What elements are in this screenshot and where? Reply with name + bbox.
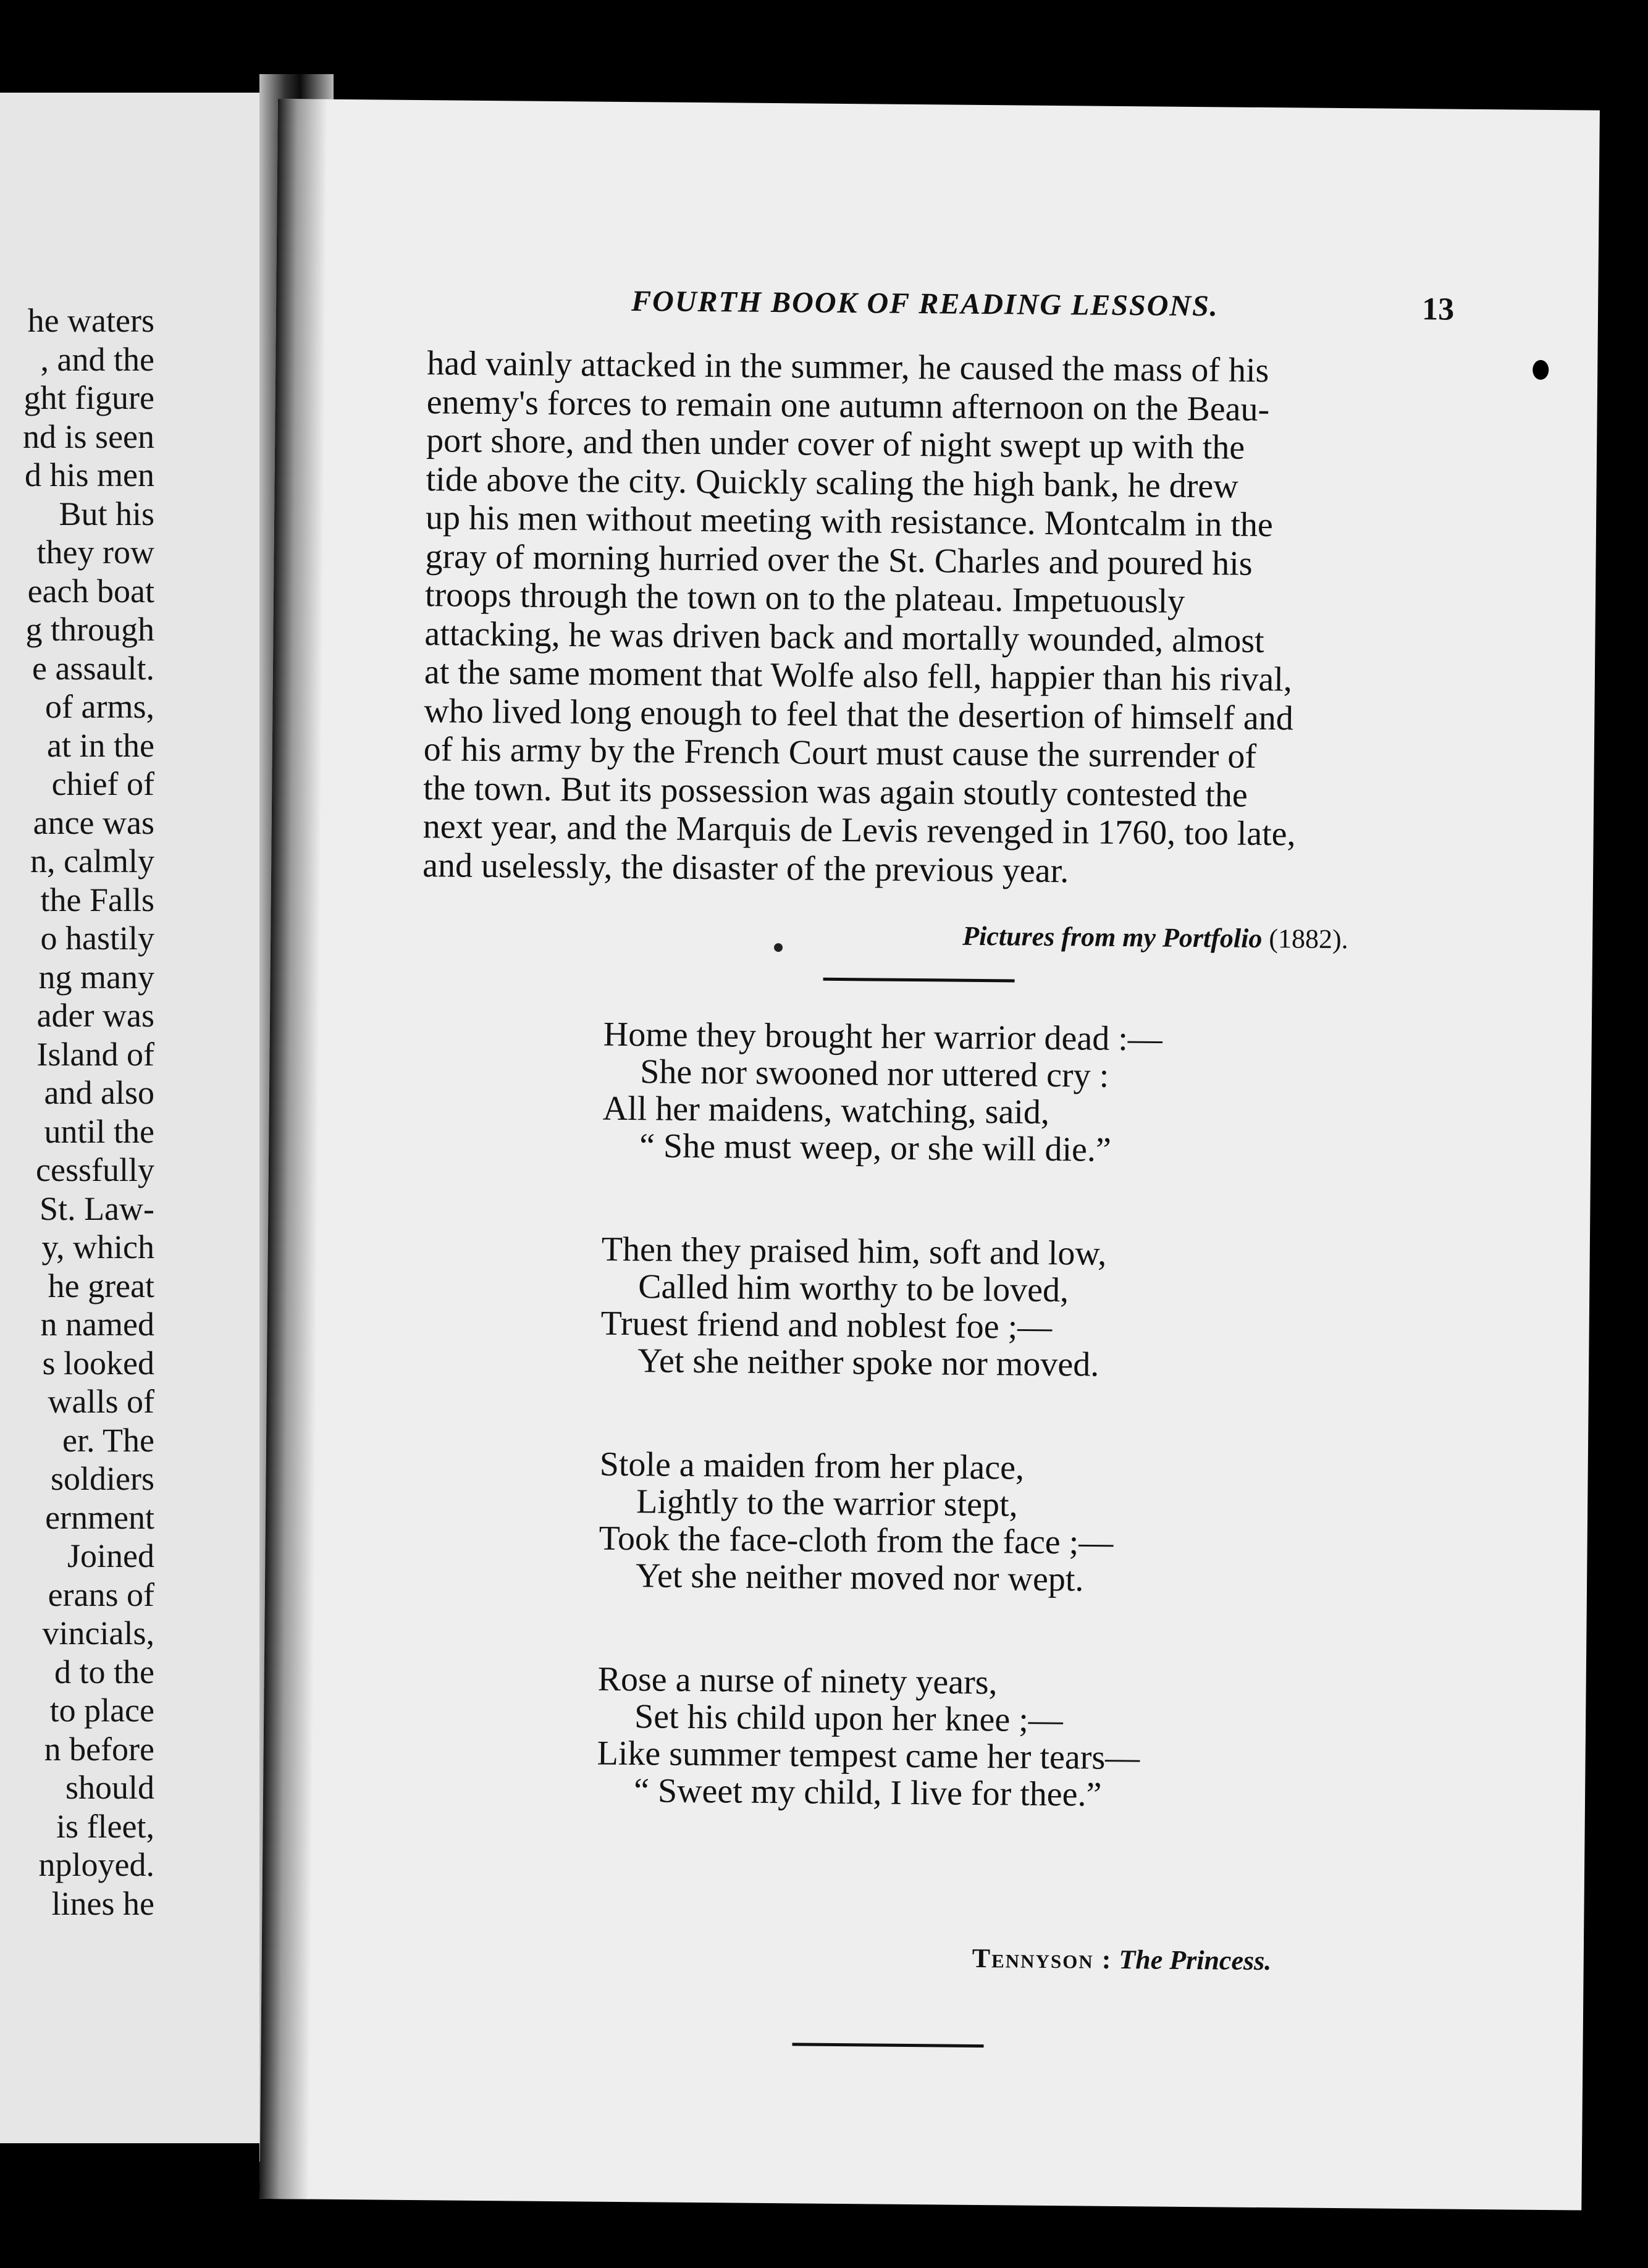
right-page [259,99,1600,2211]
ink-speck [774,943,783,952]
poem-line: Took the face-cloth from the face ;— [599,1519,1114,1562]
left-page-line: ng many [38,958,154,996]
poem-stanza [600,1231,1161,1384]
left-page-line: o hastily [40,920,154,957]
left-page-line: erans of [48,1576,154,1613]
left-page-line: walls of [48,1383,154,1420]
left-page-text-column [23,301,154,1923]
section-divider [823,978,1015,983]
source-citation [962,920,1348,955]
left-page-line: ght figure [23,379,154,416]
poem-line: Set his child upon her knee ;— [634,1697,1064,1740]
poem-line: Then they praised him, soft and low, [601,1230,1107,1273]
left-page-line: nployed. [38,1846,154,1883]
poem-attribution [972,1942,1272,1976]
prose-line: gray of morning hurried over the St. Charles and poured his [425,537,1253,583]
left-page-line: vincials, [42,1615,154,1652]
left-page-line: Joined [67,1537,154,1574]
prose-line: up his men without meeting with resistance. Montcalm in the [425,498,1274,545]
end-divider [792,2043,984,2048]
running-header: FOURTH BOOK OF READING LESSONS. [631,285,1219,323]
page-number: 13 [1421,292,1455,327]
poem [596,1016,1162,1881]
left-page-line: he waters [27,302,154,339]
prose-line: enemy's forces to remain one autumn afternoon on the Beau- [426,382,1270,429]
poem-line: She nor swooned nor uttered cry : [640,1052,1109,1095]
left-page-line: and also [44,1074,154,1111]
source-year: (1882). [1269,923,1348,955]
left-page-line: cessfully [36,1151,154,1188]
left-page-line: to place [49,1692,154,1729]
prose-line: who lived long enough to feel that the desertion of himself and [424,691,1294,737]
poem-line: Yet she neither moved nor wept. [635,1556,1084,1599]
left-page-line: ance was [33,804,154,841]
prose-line: troops through the town on to the plateau. Impetuously [424,576,1185,621]
left-page-line: they row [36,534,154,571]
poem-stanza [599,1446,1159,1599]
ink-blot [1532,360,1549,380]
left-page-line: y, which [41,1228,154,1266]
left-page-line: soldiers [51,1460,154,1497]
poem-line: Stole a maiden from her place, [599,1445,1025,1487]
prose-line: port shore, and then under cover of night swept up with the [426,421,1245,467]
poem-line: Rose a nurse of ninety years, [597,1660,998,1702]
poem-line: All her maidens, watching, said, [602,1089,1050,1132]
left-page-line: n before [44,1730,154,1768]
poem-line: Called him worthy to be loved, [637,1267,1069,1310]
left-page-line: until the [44,1112,154,1150]
poem-stanza [602,1016,1162,1169]
poem-line: Like summer tempest came her tears— [597,1734,1140,1778]
poem-stanza [597,1661,1157,1814]
left-page-line: s looked [42,1344,154,1382]
poem-line: “ She must weep, or she will die.” [639,1127,1112,1169]
poem-work-title: The Princess. [1119,1944,1272,1976]
prose-line: of his army by the French Court must cause the surrender of [423,730,1257,776]
left-page-line: n, calmly [30,842,154,880]
left-page-line: er. The [62,1421,154,1459]
left-page-line: e assault. [32,649,154,687]
left-page-line: should [65,1769,154,1806]
left-page-line: But his [59,495,154,532]
left-page-line: lines he [51,1884,154,1922]
left-page-line: chief of [51,765,154,802]
poem-line: “ Sweet my child, I live for thee.” [633,1771,1102,1814]
prose-line: the town. But its possession was again stoutly contested the [423,768,1248,815]
left-page-line: nd is seen [23,418,154,455]
left-page-line: ernment [45,1498,154,1536]
prose-line: tide above the city. Quickly scaling the high bank, he drew [426,460,1238,506]
prose-line: had vainly attacked in the summer, he caused the mass of his [427,344,1269,390]
poem-line: Truest friend and noblest foe ;— [600,1304,1053,1347]
left-page-line: n named [40,1306,154,1343]
prose-line: at the same moment that Wolfe also fell, happier than his rival, [424,653,1293,699]
prose-line: attacking, he was driven back and mortally wounded, almost [424,614,1264,660]
poem-line: Home they brought her warrior dead :— [603,1015,1163,1059]
left-page-line: is fleet, [56,1807,154,1845]
poem-author: Tennyson : [972,1942,1112,1975]
left-page-line: d to the [54,1653,154,1690]
prose-line: next year, and the Marquis de Levis revenged in 1760, too late, [423,807,1296,854]
left-page-line: ader was [36,997,154,1034]
left-page-line: Island of [36,1035,154,1073]
left-page-line: the Falls [40,881,154,918]
left-page-line: each boat [27,572,154,610]
prose-line: and uselessly, the disaster of the previous year. [422,846,1069,890]
left-page-line: at in the [47,726,154,764]
left-page-line: d his men [25,456,154,494]
poem-line: Lightly to the warrior stept, [636,1482,1018,1524]
left-page-line: of arms, [45,688,154,725]
source-title: Pictures from my Portfolio [962,920,1263,954]
poem-line: Yet she neither spoke nor moved. [637,1342,1099,1384]
left-page-line: St. Law- [40,1190,154,1227]
prose-paragraph [423,344,1440,893]
left-page-line: g through [25,611,154,648]
left-page-line: he great [48,1267,154,1304]
left-page-line: , and the [40,340,154,378]
